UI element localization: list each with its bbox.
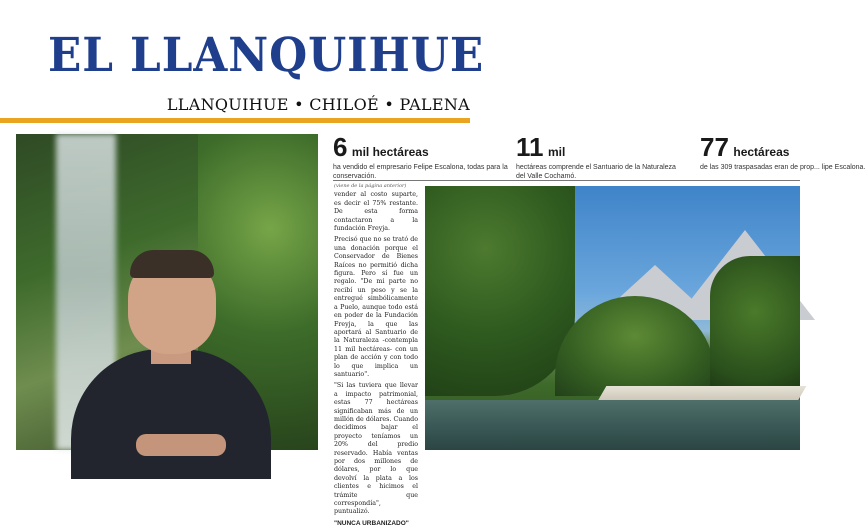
stat-description: ha vendido el empresario Felipe Escalona, todas para la conservación. <box>333 164 508 180</box>
newspaper-title: EL LLANQUIHUE <box>48 28 485 83</box>
masthead <box>0 0 800 126</box>
stat-unit: hectáreas <box>733 145 790 159</box>
article-paragraph: vender al costo suparte, es decir el 75% restante. De esta forma contactaron a la fundación Freyja. <box>334 191 418 233</box>
article-subheading: "NUNCA URBANIZADO" <box>334 519 409 527</box>
person-hair <box>130 250 214 278</box>
article-paragraph: Precisó que no se trató de una donación porque el Conservador de Bienes Raíces no permitió dicha figura. Pero sí fue un regalo. "De mi parte no recibí un peso y se la entregué simbólicamente a Puelo, aunque todo está en poder de la Fundación Freyja, la que las aportará al Santuario de la Naturaleza -contempla 11 mil hectáreas- con un plan de acción y con todo lo que implica un santuario". <box>334 236 418 378</box>
article-column <box>334 182 418 527</box>
stat-number: 6 <box>333 132 348 162</box>
masthead-rule <box>0 118 470 123</box>
stat-unit: mil hectáreas <box>351 145 429 159</box>
stat-unit: mil <box>547 145 566 159</box>
stat-description: de las 309 traspasadas eran de prop... lipe Escalona. <box>700 164 865 171</box>
river-water <box>425 400 800 450</box>
portrait-photo <box>16 134 318 450</box>
stat-description: hectáreas comprende el Santuario de la Naturaleza del Valle Cochamó. <box>516 164 676 180</box>
stats-divider <box>333 180 800 181</box>
stat-hectares-sold <box>333 134 508 181</box>
article-paragraph: "Si las tuviera que llevar a impacto patrimonial, estas 77 hectáreas significaban más de un millón de dólares. Cuando decidimos bajar el proyecto teníamos un 20% del predio reservado. Había ventas por dos millones de dólares, por lo que devolví la plata a los clientes e hicimos el trámite que correspondía", puntualizó. <box>334 382 418 516</box>
continued-note: (viene de la página anterior) <box>334 183 407 189</box>
stat-number: 11 <box>516 132 544 162</box>
landscape-photo <box>425 186 800 450</box>
stat-sanctuary-size <box>516 134 686 181</box>
stat-number: 77 <box>700 132 729 162</box>
person-hands <box>136 434 226 456</box>
forest-right <box>710 256 800 396</box>
newspaper-regions: LLANQUIHUE • CHILOÉ • PALENA <box>166 95 470 114</box>
stat-transferred-hectares <box>700 132 865 172</box>
forest-left <box>425 186 575 396</box>
